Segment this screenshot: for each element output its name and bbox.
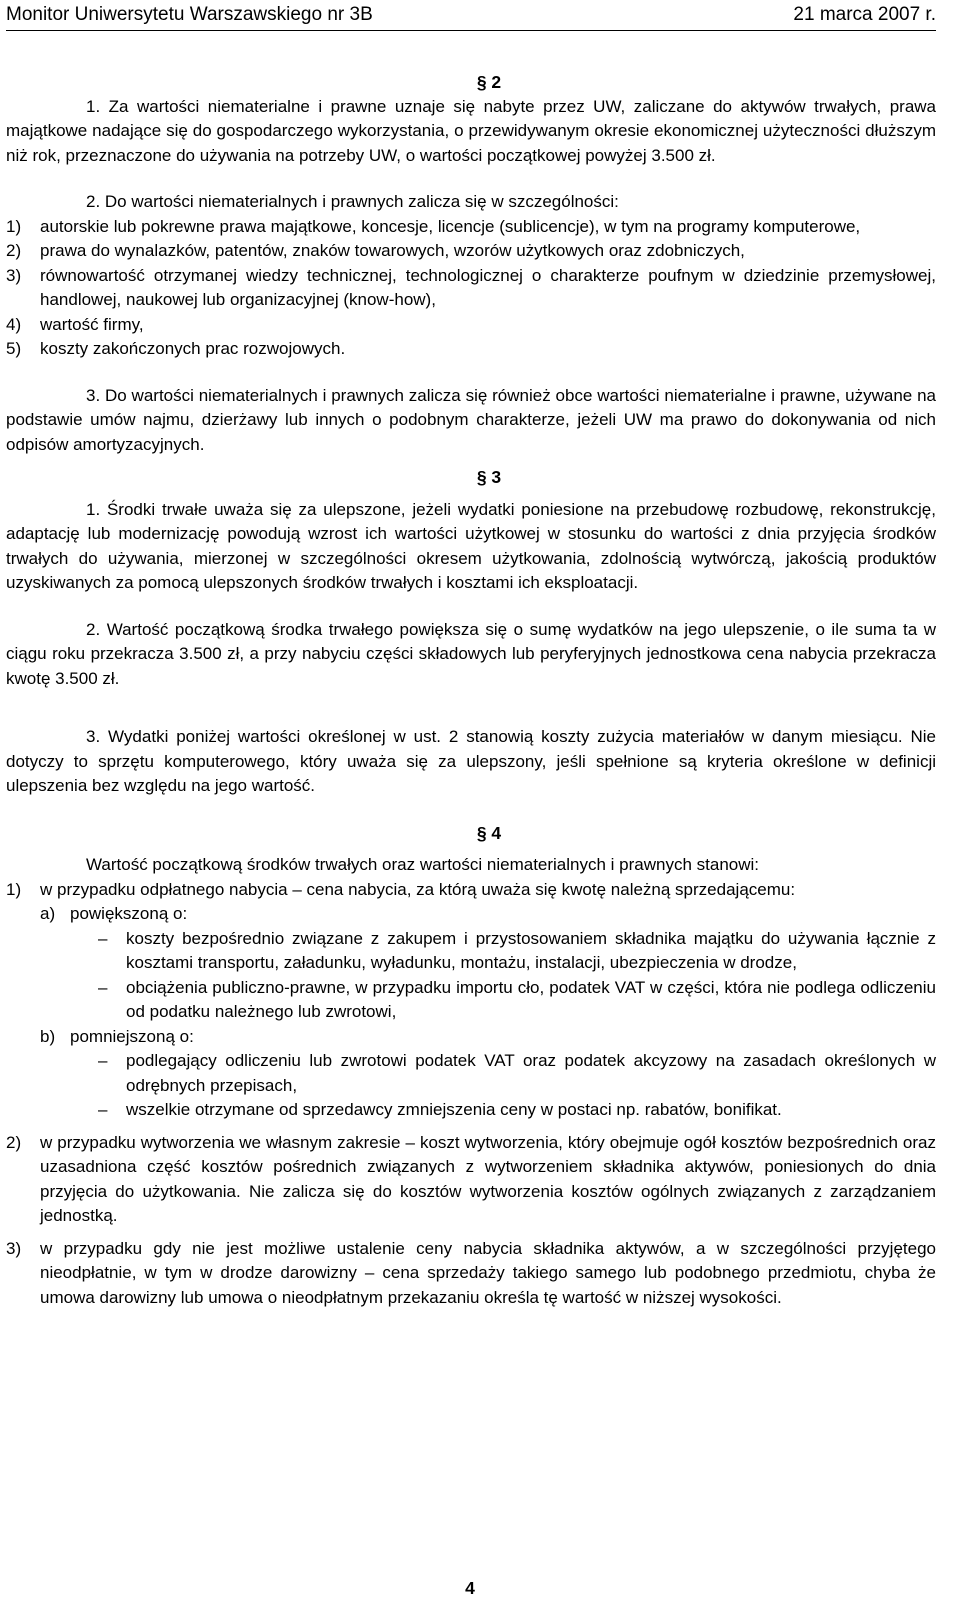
header-publication: Monitor Uniwersytetu Warszawskiego nr 3B: [6, 4, 373, 25]
s4-sub-item-b: b) pomniejszoną o:: [40, 1026, 194, 1046]
section-2-heading: § 2: [476, 72, 502, 92]
s3-paragraph-3: 3. Wydatki poniżej wartości określonej w ust. 2 stanowią koszty zużycia materiałów w danym miesiącu. Nie dotyczy to sprzętu komputerowego, który uważa się za ulepszony, jeśli spełnione są kryteria określone w definicji ulepszenia bez względu na jego wartość.: [6, 727, 936, 795]
s3-paragraph-1: 1. Środki trwałe uważa się za ulepszone, jeżeli wydatki poniesione na przebudowę rozbudowę, rekonstrukcję, adaptację lub modernizację powodują wzrost ich wartości użytkowej w stosunku do wartości z dnia przyjęcia środków trwałych do używania, mierzonej w szczególności okresem użytkowania, zdolnością wytwórczą, jakością produktów uzyskiwanych za pomocą ulepszonych środków trwałych i kosztami ich eksploatacji.: [6, 499, 936, 592]
s4-sub-item-a: a) powiększoną o:: [40, 904, 188, 923]
header-rule: [6, 30, 936, 31]
dash-bullet-icon: –: [98, 977, 108, 997]
s3-paragraph-2: 2. Wartość początkową środka trwałego powiększa się o sumę wydatków na jego ulepszenie, o ile suma ta w ciągu roku przekracza 3.500 zł, a przy nabyciu części składowych lub peryferyjnych jednostkowa cena nabycia przekracza kwotę 3.500 zł.: [6, 619, 936, 688]
s2-list-item: 3) równowartość otrzymanej wiedzy technicznej, technologicznej o charakterze poufnym w dziedzinie przemysłowej, handlowej, naukowej lub organizacyjnej (know-how),: [6, 265, 936, 309]
s2-list-item: 5) koszty zakończonych prac rozwojowych.: [6, 339, 346, 358]
dash-bullet-icon: –: [98, 928, 108, 948]
s2-list-item: 4) wartość firmy,: [6, 314, 144, 334]
section-4-heading: § 4: [476, 822, 502, 843]
s4-dash-item: – koszty bezpośrednio związane z zakupem i przystosowaniem składnika majątku do używania łącznie z kosztami transportu, załadunku, wyładunku, montażu, instalacji, ubezpieczenia w drodze,: [98, 928, 936, 972]
header-date: 21 marca 2007 r.: [793, 4, 936, 25]
dash-bullet-icon: –: [98, 1100, 108, 1119]
s2-list-item: 1) autorskie lub pokrewne prawa majątkowe, koncesje, licencje (sublicencje), w tym na programy komputerowe,: [6, 216, 861, 236]
s4-dash-item: – podlegający odliczeniu lub zwrotowi podatek VAT oraz podatek akcyzowy na zasadach określonych w odrębnych przepisach,: [98, 1051, 936, 1095]
document-body: [6, 70, 936, 1310]
dash-bullet-icon: –: [98, 1051, 108, 1070]
s4-dash-item: – wszelkie otrzymane od sprzedawcy zmniejszenia ceny w postaci np. rabatów, bonifikat.: [6, 1098, 936, 1123]
s4-list-item-3: 3) w przypadku gdy nie jest możliwe ustalenie ceny nabycia składnika aktywów, a w szczególności przyjętego nieodpłatnie, w tym w drodze darowizny – cena sprzedaży takiego samego lub podobnego przedmiotu, chyba że umowa darowizny lub umowa o nieodpłatnym przekazaniu określa tę wartość w niższej wysokości.: [6, 1238, 936, 1307]
s4-list-item-1: 1) w przypadku odpłatnego nabycia – cena nabycia, za którą uważa się kwotę należną sprzedającemu:: [6, 879, 796, 899]
s2-list-item: 2) prawa do wynalazków, patentów, znaków towarowych, wzorów użytkowych oraz zdobniczych,: [6, 241, 745, 260]
section-3-heading: § 3: [476, 467, 502, 487]
s4-dash-item: – obciążenia publiczno-prawne, w przypadku importu cło, podatek VAT w części, która nie podlega odliczeniu od podatku należnego lub zwrotowi,: [98, 977, 936, 1021]
page-header: [6, 4, 936, 28]
s4-list-item-2: 2) w przypadku wytworzenia we własnym zakresie – koszt wytworzenia, który obejmuje ogół kosztów bezpośrednich oraz uzasadniona część kosztów pośrednich związanych z wytworzeniem składnika aktywów, poniesionych do dnia przyjęcia do użytkowania. Nie zalicza się do kosztów wytworzenia kosztów ogólnych związanych z zarządzaniem jednostką.: [6, 1132, 936, 1225]
s2-paragraph-3: 3. Do wartości niematerialnych i prawnych zalicza się również obce wartości niematerialne i prawne, używane na podstawie umów najmu, dzierżawy lub innych o podobnym charakterze, jeżeli UW ma prawo do dokonywania od nich odpisów amortyzacyjnych.: [6, 385, 936, 454]
s2-paragraph-2-intro: 2. Do wartości niematerialnych i prawnych zalicza się w szczególności:: [86, 192, 619, 211]
s2-paragraph-1: 1. Za wartości niematerialne i prawne uznaje się nabyte przez UW, zaliczane do aktywów trwałych, prawa majątkowe nadające się do gospodarczego wykorzystania, o przewidywanym okresie ekonomicznej użyteczności dłuższym niż rok, przeznaczone do używania na potrzeby UW, o wartości początkowej powyżej 3.500 zł.: [6, 96, 936, 165]
page-number: 4: [465, 1578, 475, 1598]
s4-intro: Wartość początkową środków trwałych oraz wartości niematerialnych i prawnych stanowi:: [86, 855, 760, 874]
